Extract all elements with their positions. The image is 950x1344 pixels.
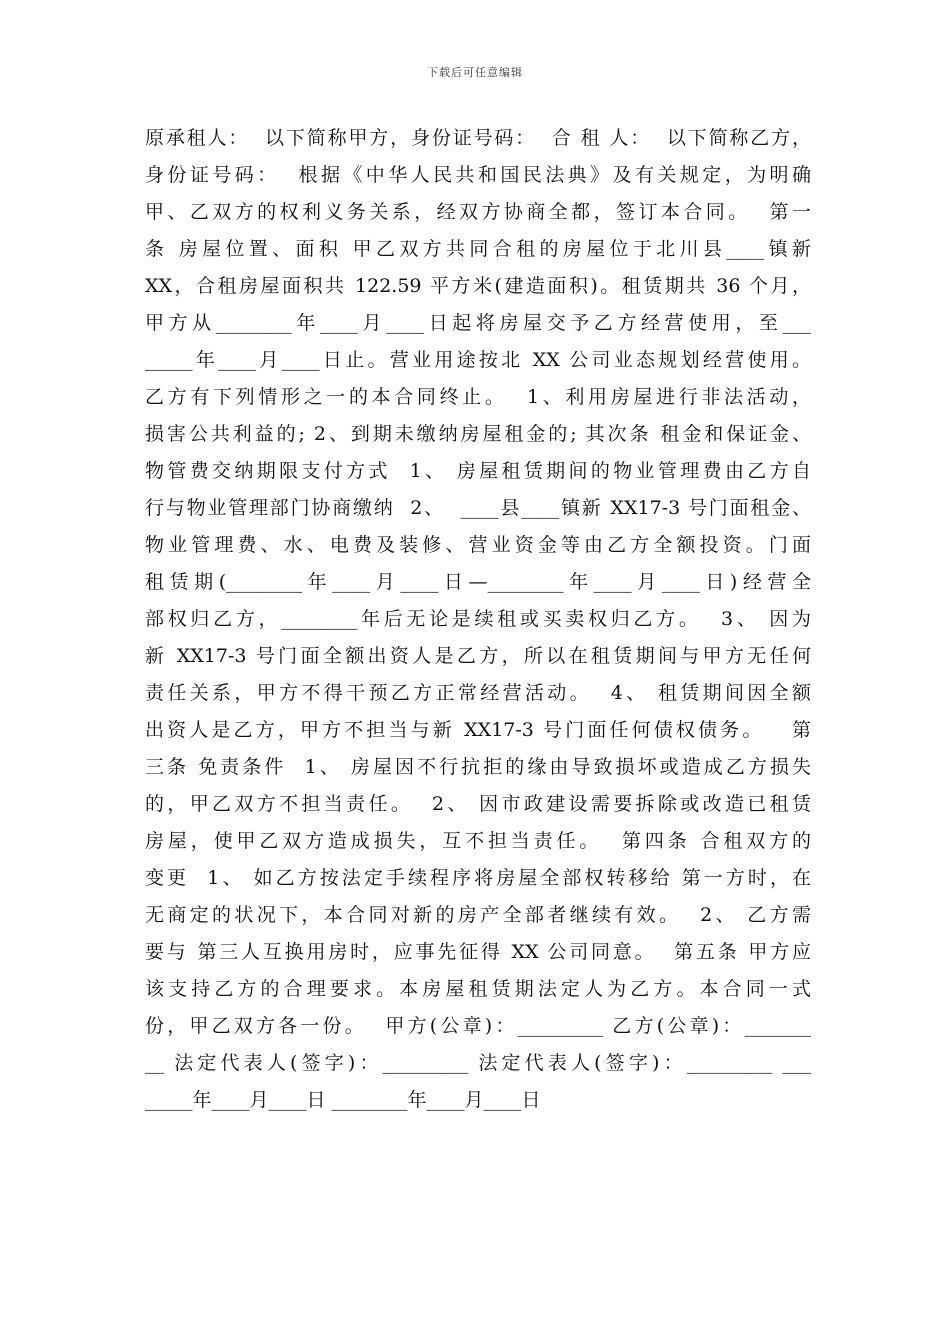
text-line: __ 法定代表人(签字)：_________ 法定代表人(签字)：_________ ___ bbox=[145, 1052, 811, 1074]
text-line: 行与物业管理部门协商缴纳 2、 ____县____镇新 XX17-3 号门面租金、 bbox=[145, 497, 811, 519]
text-line: 甲、乙双方的权利义务关系，经双方协商全都，签订本合同。 第一 bbox=[145, 201, 811, 223]
text-line: 物业管理费、水、电费及装修、营业资金等由乙方全额投资。门面 bbox=[145, 534, 811, 556]
text-line: 出资人是乙方，甲方不担当与新 XX17-3 号门面任何债权债务。 第 bbox=[145, 719, 811, 741]
text-line: XX，合租房屋面积共 122.59 平方米(建造面积)。租赁期共 36 个月， bbox=[145, 275, 811, 297]
text-line: 条 房屋位置、面积 甲乙双方共同合租的房屋位于北川县____镇新 bbox=[145, 238, 811, 260]
text-line: 三条 免责条件 1、 房屋因不行抗拒的缘由导致损坏或造成乙方损失 bbox=[145, 756, 811, 778]
text-line: 损害公共利益的; 2、到期未缴纳房屋租金的; 其次条 租金和保证金、 bbox=[145, 423, 811, 445]
text-line: 房屋，使甲乙双方造成损失，互不担当责任。 第四条 合租双方的 bbox=[145, 830, 811, 852]
text-line: 租赁期(________年____月____日—________年____月____日)经营全 bbox=[145, 571, 811, 593]
text-line: 责任关系，甲方不得干预乙方正常经营活动。 4、 租赁期间因全额 bbox=[145, 682, 811, 704]
text-line: 乙方有下列情形之一的本合同终止。 1、利用房屋进行非法活动， bbox=[145, 386, 811, 408]
text-line: 甲方从________年____月____日起将房屋交予乙方经营使用，至___ bbox=[145, 312, 811, 334]
text-line: 身份证号码： 根据《中华人民共和国民法典》及有关规定，为明确 bbox=[145, 164, 811, 186]
text-line: _____年____月____日止。营业用途按北 XX 公司业态规划经营使用。 bbox=[145, 349, 811, 371]
text-line: 部权归乙方，________年后无论是续租或买卖权归乙方。 3、 因为 bbox=[145, 608, 811, 630]
text-line: 的，甲乙双方不担当责任。 2、 因市政建设需要拆除或改造已租赁 bbox=[145, 793, 811, 815]
text-line: 原承租人： 以下简称甲方，身份证号码： 合 租 人： 以下简称乙方， bbox=[145, 127, 811, 149]
page-header-note: 下载后可任意编辑 bbox=[427, 66, 523, 79]
text-line: 变更 1、 如乙方按法定手续程序将房屋全部权转移给 第一方时，在 bbox=[145, 867, 811, 889]
text-line: 该支持乙方的合理要求。本房屋租赁期法定人为乙方。本合同一式 bbox=[145, 978, 811, 1000]
text-line: 要与 第三人互换用房时，应事先征得 XX 公司同意。 第五条 甲方应 bbox=[145, 941, 811, 963]
text-line: 份，甲乙双方各一份。 甲方(公章)：_________ 乙方(公章)：_______ bbox=[145, 1015, 811, 1037]
text-line: 物管费交纳期限支付方式 1、 房屋租赁期间的物业管理费由乙方自 bbox=[145, 460, 811, 482]
text-line-last: _____年____月____日 ________年____月____日 bbox=[145, 1089, 541, 1111]
text-line: 无商定的状况下，本合同对新的房产全部者继续有效。 2、 乙方需 bbox=[145, 904, 811, 926]
text-line: 新 XX17-3 号门面全额出资人是乙方，所以在租赁期间与甲方无任何 bbox=[145, 645, 811, 667]
contract-body bbox=[145, 120, 811, 1119]
